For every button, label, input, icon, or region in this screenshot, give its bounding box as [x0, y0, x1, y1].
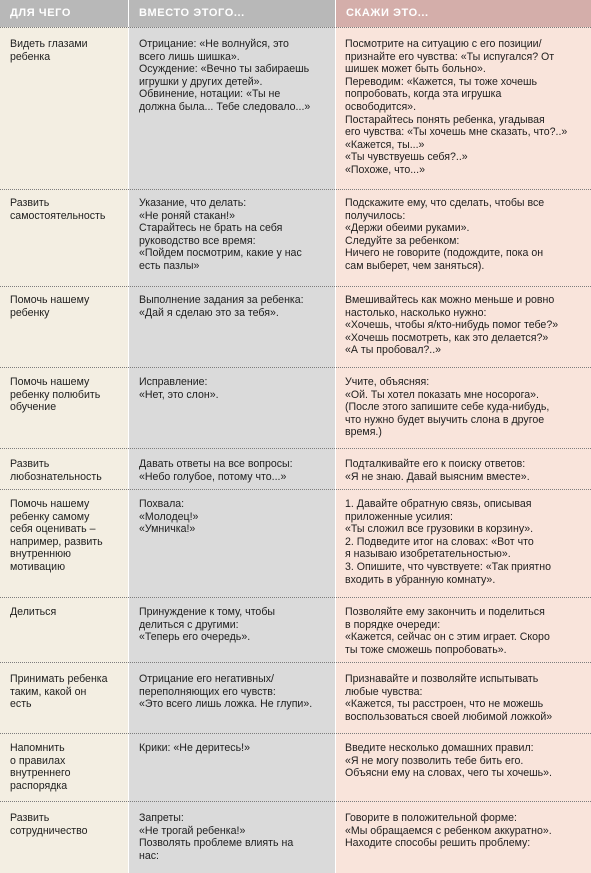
purpose-line: любознательность — [10, 470, 102, 483]
instead-line: нас: — [139, 849, 159, 862]
say-cell — [336, 294, 591, 357]
purpose-line: распорядка — [10, 779, 68, 792]
instead-line: «Небо голубое, потому что...» — [139, 470, 287, 483]
instead-line: переполняющих его чувств: — [139, 685, 276, 698]
instead-cell — [129, 376, 335, 401]
instead-line: игрушки у других детей». — [139, 75, 263, 88]
row-divider — [0, 286, 591, 288]
say-line: Говорите в положительной форме: — [345, 812, 517, 824]
say-cell — [336, 673, 591, 723]
say-line: воспользоваться своей любимой ложкой» — [345, 710, 553, 723]
say-line: «Я не знаю. Давай выясним вместе». — [345, 470, 530, 483]
instead-line: Обвинение, нотации: «Ты не — [139, 88, 281, 101]
row-divider — [0, 597, 591, 599]
say-line: «А ты пробовал?..» — [345, 344, 442, 357]
say-line: шишек может быть больно». — [345, 63, 486, 76]
say-cell — [336, 606, 591, 656]
purpose-cell — [0, 458, 128, 483]
purpose-line: Помочь нашему — [10, 498, 90, 510]
say-line: «Ты чувствуешь себя?..» — [345, 151, 468, 164]
instead-line: «Это всего лишь ложка. Не глупи». — [139, 698, 313, 711]
say-line: признайте его чувства: «Ты испугался? От — [345, 50, 555, 63]
say-line: ты тоже сможешь попробовать». — [345, 643, 507, 656]
say-cell — [336, 742, 591, 780]
instead-line: Запреты: — [139, 812, 184, 824]
purpose-cell — [0, 38, 128, 63]
purpose-line: о правилах — [10, 754, 66, 767]
instead-line: Старайтесь не брать на себя — [139, 222, 283, 235]
say-line: «Похоже, что...» — [345, 163, 425, 176]
say-line: «Ты сложил все грузовики в корзину». — [345, 523, 534, 536]
instead-line: Отрицание его негативных/ — [139, 673, 274, 685]
purpose-line: Помочь нашему — [10, 376, 90, 388]
purpose-line: ребенка — [10, 50, 51, 63]
purpose-line: ребенку самому — [10, 510, 90, 523]
purpose-line: ребенку — [10, 306, 50, 319]
row-divider — [0, 662, 591, 664]
purpose-line: Принимать ребенка — [10, 673, 108, 685]
header-purpose: ДЛЯ ЧЕГО — [0, 0, 128, 27]
row-divider — [0, 27, 591, 29]
row-divider — [0, 448, 591, 450]
instead-line: Осуждение: «Вечно ты забираешь — [139, 63, 310, 76]
say-line: (После этого запишите себе куда-нибудь, — [345, 401, 550, 414]
purpose-cell — [0, 498, 128, 574]
say-line: попробовать, когда эта игрушка — [345, 88, 502, 101]
say-line: «Кажется, ты...» — [345, 138, 425, 151]
purpose-line: Видеть глазами — [10, 38, 88, 50]
purpose-line: есть — [10, 698, 32, 711]
purpose-line: мотивацию — [10, 560, 66, 573]
header-say: СКАЖИ ЭТО... — [336, 0, 591, 27]
say-line: «Кажется, ты расстроен, что не можешь — [345, 698, 544, 711]
instead-line: Исправление: — [139, 376, 208, 388]
say-line: «Кажется, сейчас он с этим играет. Скоро — [345, 631, 550, 644]
instead-line: «Теперь его очередь». — [139, 631, 251, 644]
say-line: «Я не могу позволить тебе бить его. — [345, 754, 524, 767]
purpose-line: Помочь нашему — [10, 294, 90, 306]
say-line: Переводим: «Кажется, ты тоже хочешь — [345, 75, 538, 88]
instead-line: Отрицание: «Не волнуйся, это — [139, 38, 289, 50]
instead-line: «Не трогай ребенка!» — [139, 824, 246, 837]
purpose-line: Делиться — [10, 606, 57, 618]
say-line: Введите несколько домашних правил: — [345, 742, 534, 754]
instead-line: «Молодец!» — [139, 510, 199, 523]
say-line: Позволяйте ему закончить и поделиться — [345, 606, 545, 618]
say-line: я называю изобретательностью». — [345, 548, 511, 561]
say-cell — [336, 376, 591, 439]
instead-cell — [129, 294, 335, 319]
instead-line: Крики: «Не деритесь!» — [139, 742, 250, 754]
purpose-line: сотрудничество — [10, 824, 88, 837]
say-line: «Ой. Ты хотел показать мне носорога». — [345, 388, 539, 401]
instead-cell — [129, 812, 335, 862]
say-line: Постарайтесь понять ребенка, угадывая — [345, 113, 545, 126]
instead-line: «Дай я сделаю это за тебя». — [139, 306, 279, 319]
say-line: его чувства: «Ты хочешь мне сказать, что?..» — [345, 126, 568, 139]
instead-line: Выполнение задания за ребенка: — [139, 294, 304, 306]
instead-line: Принуждение к тому, чтобы — [139, 606, 276, 618]
purpose-line: таким, какой он — [10, 685, 87, 698]
say-cell — [336, 458, 591, 483]
say-line: настолько, насколько нужно: — [345, 306, 487, 319]
say-line: Подскажите ему, что сделать, чтобы все — [345, 197, 545, 209]
instead-line: «Пойдем посмотрим, какие у нас — [139, 247, 302, 260]
instead-line: руководство все время: — [139, 234, 256, 247]
instead-cell — [129, 458, 335, 483]
purpose-cell — [0, 294, 128, 319]
say-cell — [336, 38, 591, 177]
instead-line: Позволять проблеме влиять на — [139, 837, 294, 850]
instead-line: «Не роняй стакан!» — [139, 209, 235, 222]
purpose-cell — [0, 673, 128, 711]
purpose-line: обучение — [10, 401, 57, 414]
row-divider — [0, 189, 591, 191]
instead-cell — [129, 38, 335, 114]
purpose-line: Развить — [10, 197, 50, 209]
row-divider — [0, 801, 591, 803]
purpose-line: самостоятельность — [10, 209, 106, 222]
say-cell — [336, 812, 591, 850]
purpose-line: Напомнить — [10, 742, 65, 754]
say-line: сам выберет, чем заняться). — [345, 259, 485, 272]
instead-cell — [129, 498, 335, 536]
purpose-cell — [0, 742, 128, 792]
say-line: Учите, объясняя: — [345, 376, 430, 388]
say-line: Объясни ему на словах, чего ты хочешь». — [345, 767, 553, 780]
instead-line: «Умничка!» — [139, 523, 196, 536]
instead-line: есть пазлы» — [139, 259, 200, 272]
say-line: время.) — [345, 426, 382, 439]
say-line: в порядке очереди: — [345, 618, 441, 631]
purpose-line: Развить — [10, 812, 50, 824]
say-line: Посмотрите на ситуацию с его позиции/ — [345, 38, 542, 50]
row-divider — [0, 489, 591, 491]
say-cell — [336, 197, 591, 273]
say-line: 2. Подведите итог на словах: «Вот что — [345, 535, 534, 548]
instead-line: Давать ответы на все вопросы: — [139, 458, 293, 470]
instead-line: делиться с другими: — [139, 618, 239, 631]
say-line: «Хочешь посмотреть, как это делается?» — [345, 331, 549, 344]
say-line: что нужно будет выучить слона в другое — [345, 413, 545, 426]
instead-cell — [129, 197, 335, 273]
say-cell — [336, 498, 591, 586]
say-line: Ничего не говорите (подождите, пока он — [345, 247, 544, 260]
purpose-cell — [0, 812, 128, 837]
purpose-cell — [0, 197, 128, 222]
instead-line: всего лишь шишка». — [139, 50, 240, 63]
say-line: входить в убранную комнату». — [345, 573, 496, 586]
instead-cell — [129, 673, 335, 711]
say-line: «Мы обращаемся с ребенком аккуратно». — [345, 824, 552, 837]
purpose-line: ребенку полюбить — [10, 388, 101, 401]
say-line: Подталкивайте его к поиску ответов: — [345, 458, 526, 470]
purpose-cell — [0, 606, 128, 619]
say-line: 1. Давайте обратную связь, описывая — [345, 498, 532, 510]
purpose-line: Развить — [10, 458, 50, 470]
say-line: освободится». — [345, 100, 417, 113]
row-divider — [0, 733, 591, 735]
purpose-line: себя оценивать – — [10, 523, 96, 536]
say-line: любые чувства: — [345, 685, 423, 698]
say-line: Вмешивайтесь как можно меньше и ровно — [345, 294, 555, 306]
say-line: Признавайте и позволяйте испытывать — [345, 673, 539, 685]
header-instead: ВМЕСТО ЭТОГО... — [129, 0, 335, 27]
purpose-cell — [0, 376, 128, 414]
instead-line: «Нет, это слон». — [139, 388, 219, 401]
say-line: «Держи обеими руками». — [345, 222, 470, 235]
instead-cell — [129, 606, 335, 644]
instead-cell — [129, 742, 335, 755]
purpose-line: внутреннюю — [10, 548, 72, 561]
instead-line: должна была... Тебе следовало...» — [139, 100, 311, 113]
purpose-line: внутреннего — [10, 767, 71, 780]
say-line: Находите способы решить проблему: — [345, 837, 531, 850]
say-line: 3. Опишите, что чувствуете: «Так приятно — [345, 560, 552, 573]
row-divider — [0, 367, 591, 369]
instead-line: Похвала: — [139, 498, 185, 510]
instead-line: Указание, что делать: — [139, 197, 247, 209]
purpose-line: например, развить — [10, 535, 103, 548]
say-line: «Хочешь, чтобы я/кто-нибудь помог тебе?» — [345, 319, 559, 332]
say-line: Следуйте за ребенком: — [345, 234, 460, 247]
say-line: приложенные усилия: — [345, 510, 453, 523]
say-line: получилось: — [345, 209, 406, 222]
